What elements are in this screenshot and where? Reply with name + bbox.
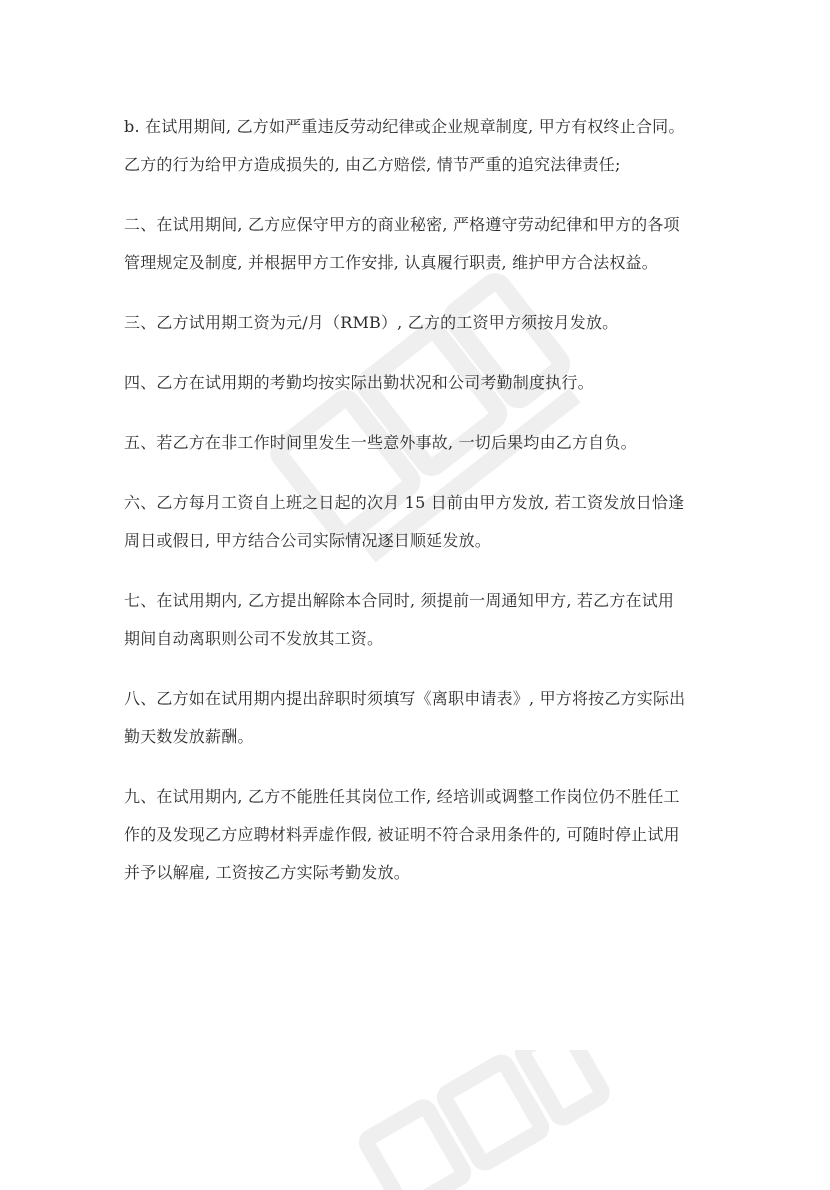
clause-line: 管理规定及制度, 并根据甲方工作安排, 认真履行职责, 维护甲方合法权益。 [124, 253, 658, 272]
clause-4 [124, 364, 724, 402]
clause-line: b. 在试用期间, 乙方如严重违反劳动纪律或企业规章制度, 甲方有权终止合同。 [124, 117, 685, 136]
clause-8 [124, 680, 724, 756]
clause-line: 八、乙方如在试用期内提出辞职时须填写《离职申请表》, 甲方将按乙方实际出 [124, 689, 686, 708]
clause-5 [124, 424, 724, 462]
clause-line: 九、在试用期内, 乙方不能胜任其岗位工作, 经培训或调整工作岗位仍不胜任工 [124, 787, 680, 806]
contract-body [124, 108, 724, 914]
clause-line: 作的及发现乙方应聘材料弄虚作假, 被证明不符合录用条件的, 可随时停止试用 [124, 825, 680, 844]
clause-line: 六、乙方每月工资自上班之日起的次月 15 日前由甲方发放, 若工资发放日恰逢 [124, 493, 685, 512]
clause-line: 期间自动离职则公司不发放其工资。 [124, 629, 384, 648]
clause-line: 四、乙方在试用期的考勤均按实际出勤状况和公司考勤制度执行。 [124, 373, 594, 392]
clause-3 [124, 304, 724, 342]
clause-line: 乙方的行为给甲方造成损失的, 由乙方赔偿, 情节严重的追究法律责任; [124, 155, 621, 174]
clause-line: 勤天数发放薪酬。 [124, 727, 254, 746]
clause-line: 并予以解雇, 工资按乙方实际考勤发放。 [124, 863, 410, 882]
clause-line: 二、在试用期间, 乙方应保守甲方的商业秘密, 严格遵守劳动纪律和甲方的各项 [124, 215, 680, 234]
clause-line: 三、乙方试用期工资为元/月（RMB）, 乙方的工资甲方须按月发放。 [124, 313, 619, 332]
clause-6 [124, 484, 724, 560]
clause-2 [124, 206, 724, 282]
clause-7 [124, 582, 724, 658]
clause-line: 周日或假日, 甲方结合公司实际情况逐日顺延发放。 [124, 531, 491, 550]
clause-9 [124, 778, 724, 892]
clause-line: 五、若乙方在非工作时间里发生一些意外事故, 一切后果均由乙方自负。 [124, 433, 637, 452]
clause-line: 七、在试用期内, 乙方提出解除本合同时, 须提前一周通知甲方, 若乙方在试用 [124, 591, 675, 610]
clause-b [124, 108, 724, 184]
watermark-logo-bottom-icon [330, 1050, 630, 1190]
